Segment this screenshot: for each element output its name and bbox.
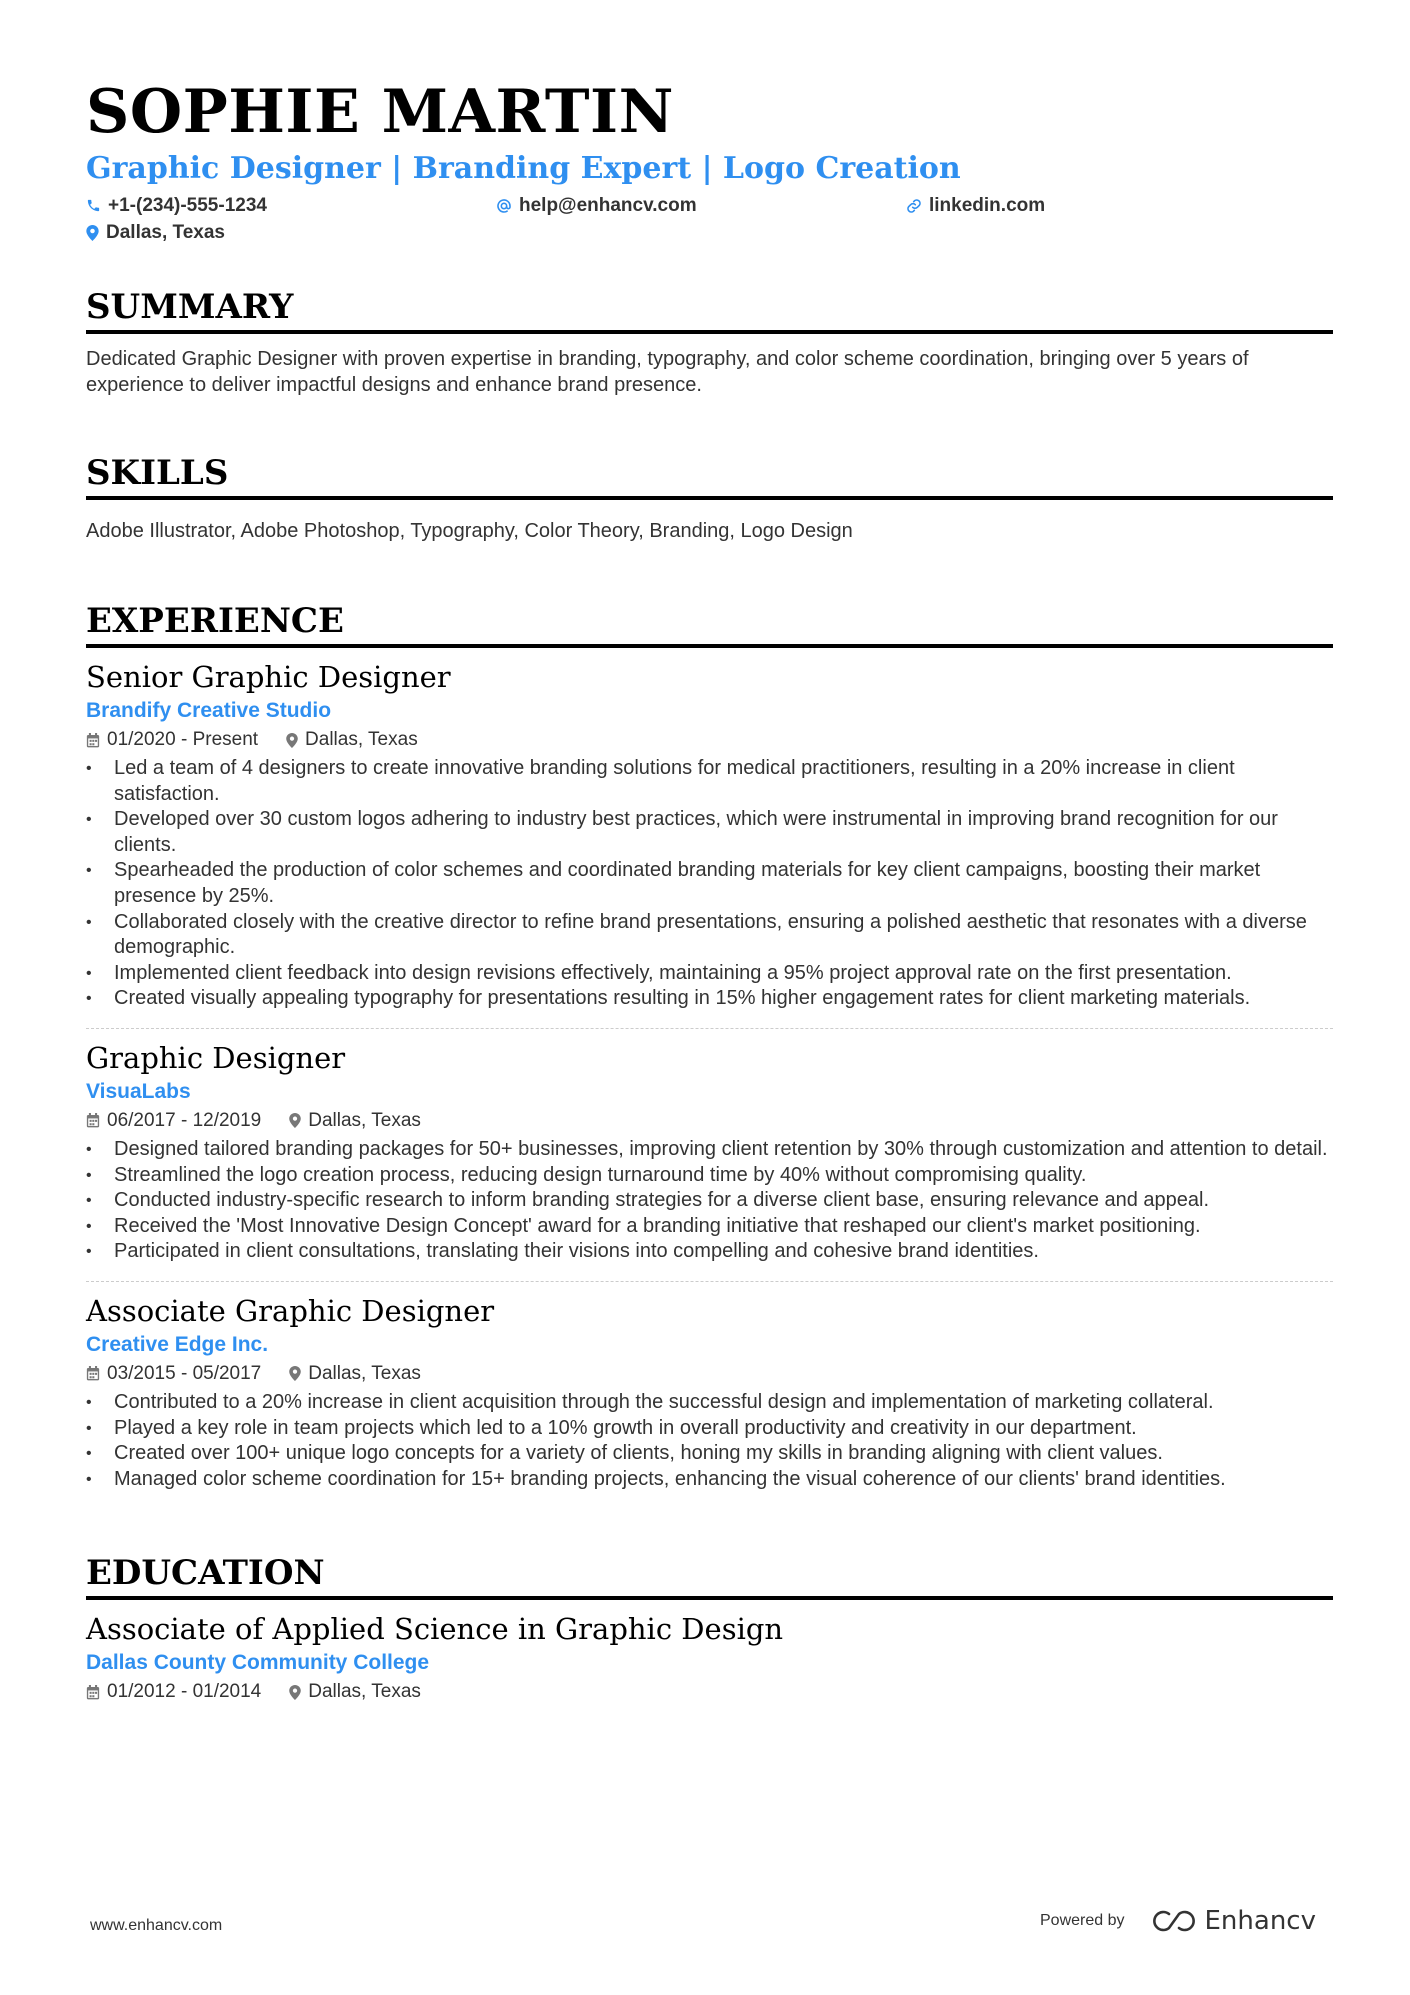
contact-linkedin[interactable] xyxy=(906,192,1306,219)
experience-entry xyxy=(86,1281,1333,1508)
bullet-item: • Participated in client consultations, translating their visions into compelling and cohesive brand identities. xyxy=(86,1239,1333,1265)
email-text: help@enhancv.com xyxy=(519,194,697,216)
experience-title: EXPERIENCE xyxy=(86,600,1333,648)
job-location: Dallas, Texas xyxy=(305,729,418,750)
linkedin-text: linkedin.com xyxy=(929,194,1046,216)
job-company: Brandify Creative Studio xyxy=(86,699,332,722)
bullet-item: • Contributed to a 20% increase in client acquisition through the successful design and implementation of marketing collateral. xyxy=(86,1390,1333,1416)
map-pin-icon xyxy=(289,1113,301,1128)
calendar-icon xyxy=(86,1113,100,1128)
bullet-item: • Conducted industry-specific research to inform branding strategies for a diverse client base, ensuring relevance and appeal. xyxy=(86,1188,1333,1214)
job-bullets xyxy=(86,756,1333,1012)
summary-title: SUMMARY xyxy=(86,286,1333,334)
resume-header xyxy=(86,76,1333,246)
skills-text: Adobe Illustrator, Adobe Photoshop, Typography, Color Theory, Branding, Logo Design xyxy=(86,520,853,542)
bullet-item: • Designed tailored branding packages for 50+ businesses, improving client retention by 30% through customization and attention to detail. xyxy=(86,1137,1333,1163)
skills-section xyxy=(86,452,1333,544)
map-pin-icon xyxy=(286,733,298,748)
job-dates: 03/2015 - 05/2017 xyxy=(107,1362,262,1384)
location-text: Dallas, Texas xyxy=(106,221,226,243)
job-company: VisuaLabs xyxy=(86,1079,191,1103)
education-title: EDUCATION xyxy=(86,1552,1333,1600)
job-location-wrap xyxy=(286,726,418,754)
job-location-wrap xyxy=(289,1107,421,1135)
job-bullets xyxy=(86,1390,1333,1492)
bullet-item: • Developed over 30 custom logos adhering to industry best practices, which were instrumental in improving brand recognition for our clients. xyxy=(86,807,1333,858)
enhancv-brand: Enhancv xyxy=(1204,1906,1316,1936)
education-location: Dallas, Texas xyxy=(308,1681,421,1703)
job-location: Dallas, Texas xyxy=(308,1109,421,1131)
bullet-item: • Spearheaded the production of color schemes and coordinated branding materials for key client campaigns, boosting their market presence by 25%. xyxy=(86,858,1333,909)
resume-page xyxy=(86,76,1333,1706)
contact-info xyxy=(86,192,1333,246)
education-meta xyxy=(86,1678,1333,1706)
job-meta xyxy=(86,1360,1333,1388)
bullet-item: • Collaborated closely with the creative director to refine brand presentations, ensuring a polished aesthetic that resonates with a diverse demographic. xyxy=(86,910,1333,961)
candidate-headline: Graphic Designer | Branding Expert | Logo Creation xyxy=(86,151,961,186)
at-sign-icon xyxy=(496,198,512,214)
bullet-item: • Implemented client feedback into design revisions effectively, maintaining a 95% project approval rate on the first presentation. xyxy=(86,961,1333,987)
map-pin-icon xyxy=(86,225,99,241)
phone-icon xyxy=(86,198,101,213)
experience-entry xyxy=(86,658,1333,1028)
summary-section xyxy=(86,286,1333,398)
summary-text: Dedicated Graphic Designer with proven expertise in branding, typography, and color scheme coordination, bringing over 5 years of experience to deliver impactful designs and enhance brand presence. xyxy=(86,348,1249,396)
candidate-name: SOPHIE MARTIN xyxy=(86,77,674,147)
skills-title: SKILLS xyxy=(86,452,1333,500)
job-dates: 06/2017 - 12/2019 xyxy=(107,1109,262,1131)
enhancv-logo-icon xyxy=(1149,1908,1197,1934)
education-dates: 01/2012 - 01/2014 xyxy=(107,1681,262,1703)
contact-email[interactable] xyxy=(496,192,906,219)
calendar-icon xyxy=(86,733,100,748)
job-meta xyxy=(86,1107,1333,1135)
job-meta xyxy=(86,726,1333,754)
degree-title: Associate of Applied Science in Graphic Design xyxy=(86,1612,784,1647)
job-location-wrap xyxy=(289,1360,421,1388)
calendar-icon xyxy=(86,1685,100,1700)
job-location: Dallas, Texas xyxy=(308,1362,421,1384)
bullet-item: • Received the 'Most Innovative Design Concept' award for a branding initiative that reshaped our client's market positioning. xyxy=(86,1214,1333,1240)
map-pin-icon xyxy=(289,1366,301,1381)
job-dates: 01/2020 - Present xyxy=(107,729,259,750)
bullet-item: • Played a key role in team projects which led to a 10% growth in overall productivity and creativity in our department. xyxy=(86,1416,1333,1442)
job-role: Senior Graphic Designer xyxy=(86,660,451,694)
bullet-item: • Created visually appealing typography for presentations resulting in 15% higher engagement rates for client marketing materials. xyxy=(86,986,1333,1012)
bullet-item: • Led a team of 4 designers to create innovative branding solutions for medical practitioners, resulting in a 20% increase in client satisfaction. xyxy=(86,756,1333,807)
link-icon xyxy=(906,198,922,214)
job-company: Creative Edge Inc. xyxy=(86,1332,269,1356)
bullet-item: • Streamlined the logo creation process, reducing design turnaround time by 40% without compromising quality. xyxy=(86,1163,1333,1189)
powered-by-label: Powered by xyxy=(1040,1912,1125,1929)
bullet-item: • Created over 100+ unique logo concepts for a variety of clients, honing my skills in branding aligning with client values. xyxy=(86,1441,1333,1467)
education-entry xyxy=(86,1610,1333,1706)
contact-location xyxy=(86,219,496,246)
contact-phone xyxy=(86,192,496,219)
footer-branding xyxy=(1040,1906,1316,1936)
job-role: Graphic Designer xyxy=(86,1040,346,1075)
calendar-icon xyxy=(86,1366,100,1381)
job-role: Associate Graphic Designer xyxy=(86,1293,495,1328)
phone-text: +1-(234)-555-1234 xyxy=(108,194,267,216)
education-location-wrap xyxy=(289,1678,421,1706)
school-name: Dallas County Community College xyxy=(86,1651,430,1675)
experience-section xyxy=(86,600,1333,1508)
education-section xyxy=(86,1552,1333,1706)
footer-website[interactable]: www.enhancv.com xyxy=(90,1917,223,1934)
job-bullets xyxy=(86,1137,1333,1265)
bullet-item: • Managed color scheme coordination for 15+ branding projects, enhancing the visual coherence of our clients' brand identities. xyxy=(86,1467,1333,1493)
experience-entry xyxy=(86,1028,1333,1281)
map-pin-icon xyxy=(289,1685,301,1700)
